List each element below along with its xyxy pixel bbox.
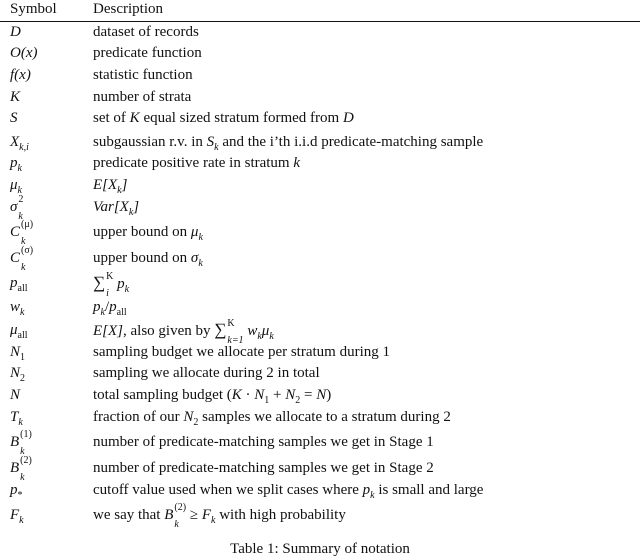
table-row (0, 454, 640, 483)
symbol-cell (10, 454, 32, 483)
math: $w_k$ (247, 323, 262, 342)
text: cutoff value used when we split cases where (93, 482, 363, 498)
text: total sampling budget ( (93, 387, 232, 403)
math: k (293, 155, 301, 171)
description-cell (93, 406, 451, 428)
text: samples we allocate to a stratum during 2 (198, 409, 451, 425)
symbol-cell (10, 86, 20, 108)
text: statistic function (93, 67, 193, 83)
table-row (0, 42, 640, 64)
text: is small and large (374, 482, 484, 498)
text: number of strata (93, 89, 192, 105)
table-header-row (0, 0, 640, 22)
math: $T_k$ (10, 409, 23, 428)
text: set of (93, 110, 130, 126)
math: B (1) k (10, 428, 32, 457)
table-row (0, 64, 640, 86)
description-cell (93, 64, 193, 86)
table-row (0, 193, 640, 222)
math: $N_2$ (10, 365, 26, 384)
description-cell (93, 196, 139, 218)
math: $\mu_k$ (261, 323, 274, 342)
symbol-cell (10, 131, 29, 153)
description-cell (93, 431, 434, 453)
table-row (0, 21, 640, 43)
math: ∑ K i (93, 270, 114, 299)
text: , also given by (123, 323, 215, 339)
math: $N_1$ (10, 344, 26, 363)
symbol-cell (10, 319, 28, 341)
header-symbol: Symbol (10, 1, 57, 17)
math: ] (133, 199, 140, 215)
math: $\mu_k$ (190, 224, 203, 243)
math: E[X (93, 177, 118, 193)
table-row (0, 107, 640, 129)
math: $N_2$ (183, 409, 199, 428)
text: predicate positive rate in stratum (93, 155, 294, 171)
description-cell (93, 152, 300, 174)
table-row (0, 296, 640, 318)
symbol-cell (10, 428, 32, 457)
description-cell (93, 174, 127, 196)
symbol-cell (10, 152, 22, 174)
text: ) (326, 387, 332, 403)
math: $p_k$ (362, 482, 375, 501)
description-cell (93, 131, 483, 153)
math: $\mu_{all}$ (10, 322, 28, 341)
text: equal sized stratum formed from (139, 110, 343, 126)
math: Var[X (93, 199, 129, 215)
description-cell (93, 384, 331, 406)
text: number of predicate-matching samples we get in Stage 1 (93, 434, 434, 450)
math: $X_{k,i}$ (10, 134, 29, 153)
description-cell (93, 270, 130, 299)
math: D (342, 110, 354, 126)
math: σ 2 k (10, 193, 24, 222)
text: / (104, 299, 110, 315)
description-cell (93, 42, 202, 64)
text: sampling budget we allocate per stratum during 1 (93, 344, 391, 360)
math: $F_k$ (10, 507, 24, 526)
text: we say that (93, 507, 165, 523)
symbol-cell (10, 296, 24, 318)
math: K (129, 110, 140, 126)
text: ≥ (186, 507, 202, 523)
text: dataset of records (93, 24, 199, 40)
table-row (0, 152, 640, 174)
table-caption: Table 1: Summary of notation (230, 541, 410, 557)
description-cell (93, 457, 434, 479)
table-row (0, 317, 640, 346)
symbol-cell (10, 244, 34, 273)
description-cell (93, 501, 346, 530)
math: $\sigma_k$ (190, 250, 203, 269)
math: $p_*$ (10, 482, 23, 501)
symbol-cell (10, 479, 23, 501)
text: number of predicate-matching samples we get in Stage 2 (93, 460, 434, 476)
text: upper bound on (93, 224, 191, 240)
math: $F_k$ (201, 507, 216, 526)
symbol-cell (10, 193, 24, 222)
math: $N_2$ (285, 387, 301, 406)
text: = (300, 387, 317, 403)
math: $\mu_k$ (10, 177, 22, 196)
math: $p_k$ (93, 299, 105, 318)
math: C (σ) k (10, 244, 34, 273)
text: with high probability (215, 507, 346, 523)
math: $p_{all}$ (10, 275, 28, 294)
symbol-cell (10, 406, 23, 428)
description-cell (93, 86, 191, 108)
math: ∑ K k=1 (214, 317, 244, 346)
description-cell (93, 247, 203, 269)
symbol-cell (10, 504, 24, 526)
text: predicate function (93, 45, 202, 61)
math: k (117, 185, 122, 196)
text: fraction of our (93, 409, 184, 425)
table-row (0, 174, 640, 196)
math: ] (121, 177, 128, 193)
math: $N_1$ (254, 387, 270, 406)
table-row (0, 384, 640, 406)
math: O(x) (10, 45, 38, 61)
math: B (2) k (10, 454, 32, 483)
math: $p_k$ (10, 155, 22, 174)
text: and the i’th i.i.d predicate-matching sample (218, 134, 484, 150)
math: $p_k$ (117, 276, 130, 295)
header-description: Description (93, 1, 163, 17)
symbol-cell (10, 272, 28, 294)
table-row (0, 479, 640, 501)
table-row (0, 501, 640, 530)
description-cell (93, 317, 274, 346)
math: f(x) (10, 67, 31, 83)
description-cell (93, 341, 390, 363)
table-row (0, 362, 640, 384)
symbol-cell (10, 341, 25, 363)
table-row (0, 218, 640, 247)
math: $S_k$ (206, 134, 219, 153)
symbol-cell (10, 218, 34, 247)
math: E[X] (93, 323, 123, 339)
symbol-cell (10, 64, 31, 86)
symbol-cell (10, 362, 25, 384)
symbol-cell (10, 384, 20, 406)
table-row (0, 244, 640, 273)
description-cell (93, 296, 127, 318)
description-cell (93, 107, 354, 129)
text: subgaussian r.v. in (93, 134, 207, 150)
math: K (10, 89, 21, 105)
description-cell (93, 221, 203, 243)
math: $p_{all}$ (109, 299, 127, 318)
math: C (μ) k (10, 218, 34, 247)
math: N (316, 387, 327, 403)
description-cell (93, 479, 483, 501)
text: + (269, 387, 286, 403)
table-row (0, 406, 640, 428)
text: sampling we allocate during 2 in total (93, 365, 320, 381)
table-row (0, 131, 640, 153)
table-row (0, 86, 640, 108)
math: D (10, 24, 21, 40)
math: $w_k$ (10, 299, 25, 318)
symbol-cell (10, 107, 18, 129)
table-row (0, 428, 640, 457)
description-cell (93, 362, 320, 384)
math: k (128, 207, 134, 218)
description-cell (93, 21, 199, 43)
math: N (10, 387, 21, 403)
table-row (0, 270, 640, 299)
math: B (2) k (164, 501, 187, 530)
symbol-cell (10, 21, 21, 43)
text: upper bound on (93, 250, 191, 266)
math: S (10, 110, 18, 126)
symbol-cell (10, 42, 37, 64)
table-row (0, 341, 640, 363)
symbol-cell (10, 174, 22, 196)
text: · (241, 387, 255, 403)
math: K (231, 387, 242, 403)
